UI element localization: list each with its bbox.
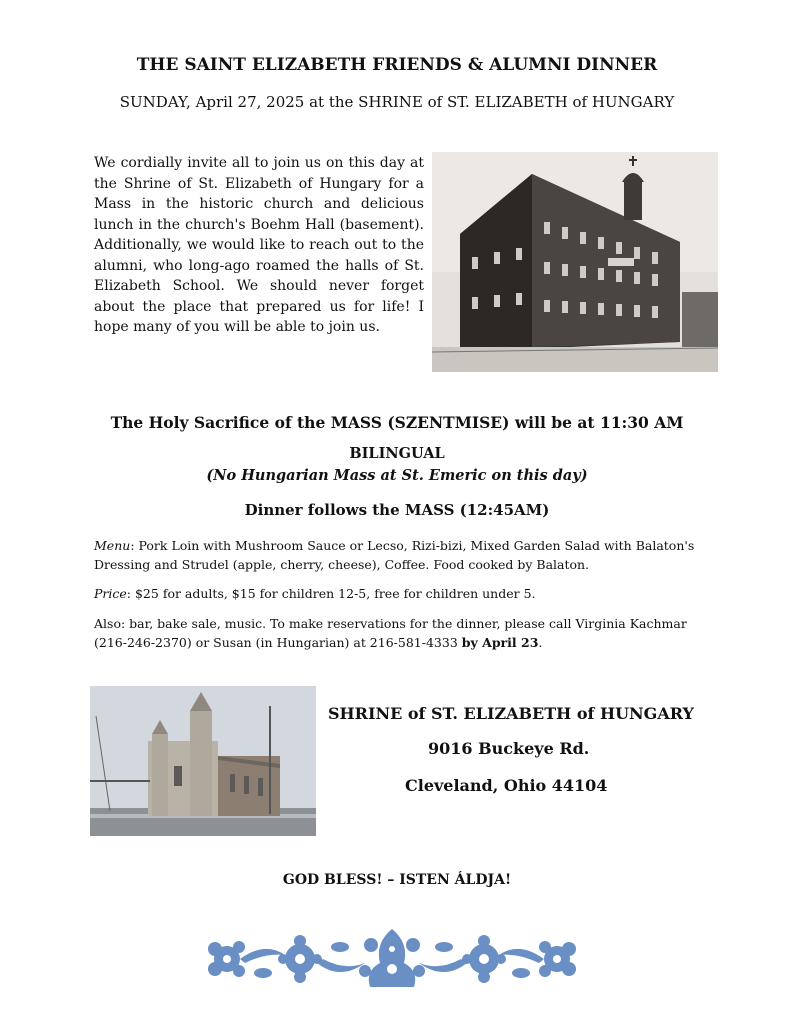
blessing: GOD BLESS! – ISTEN ÁLDJA!: [282, 872, 512, 888]
city-address: Cleveland, Ohio 44104: [405, 776, 608, 795]
mass-time: The Holy Sacrifice of the MASS (SZENTMISE) will be at 11:30 AM: [110, 413, 684, 432]
price-paragraph: [94, 584, 714, 603]
menu-label: Menu: [94, 538, 131, 553]
page-title: THE SAINT ELIZABETH FRIENDS & ALUMNI DINNER: [136, 55, 658, 75]
street-address: 9016 Buckeye Rd.: [428, 739, 590, 758]
event-date-location: SUNDAY, April 27, 2025 at the SHRINE of ST. ELIZABETH of HUNGARY: [119, 93, 675, 111]
church-photo: [90, 686, 316, 836]
menu-text: : Pork Loin with Mushroom Sauce or Lecso, Rizi-bizi, Mixed Garden Salad with Balaton's Dressing and Strudel (apple, cherry, cheese), Coffee. Food cooked by Balaton.: [94, 538, 695, 572]
invitation-paragraph: We cordially invite all to join us on this day at the Shrine of St. Elizabeth of Hungary for a Mass in the historic church and delicious lunch in the church's Boehm Hall (basement). Additionally, we would like to reach out to the alumni, who long-ago roamed the halls of St. Elizabeth School. We should never forget about the place that prepared us for life! I hope many of you will be able to join us.: [94, 155, 424, 335]
price-label: Price: [94, 586, 127, 601]
hungarian-mass-note: (No Hungarian Mass at St. Emeric on this day): [206, 467, 588, 484]
reservation-paragraph: [94, 614, 714, 652]
historic-school-photo: [432, 152, 718, 372]
menu-paragraph: [94, 536, 714, 574]
shrine-name: SHRINE of ST. ELIZABETH of HUNGARY: [328, 704, 694, 723]
bilingual-label: BILINGUAL: [349, 445, 445, 462]
reservation-deadline: by April 23: [461, 635, 539, 650]
dinner-time: Dinner follows the MASS (12:45AM): [244, 501, 550, 519]
folk-flower-ornament-icon: [205, 923, 579, 995]
price-text: : $25 for adults, $15 for children 12-5, free for children under 5.: [126, 586, 536, 601]
reservation-text: Also: bar, bake sale, music. To make reservations for the dinner, please call Virginia Kachmar (216-246-2370) or Susan (in Hungarian) at 216-581-4333: [94, 616, 687, 650]
reservation-end: .: [538, 635, 543, 650]
